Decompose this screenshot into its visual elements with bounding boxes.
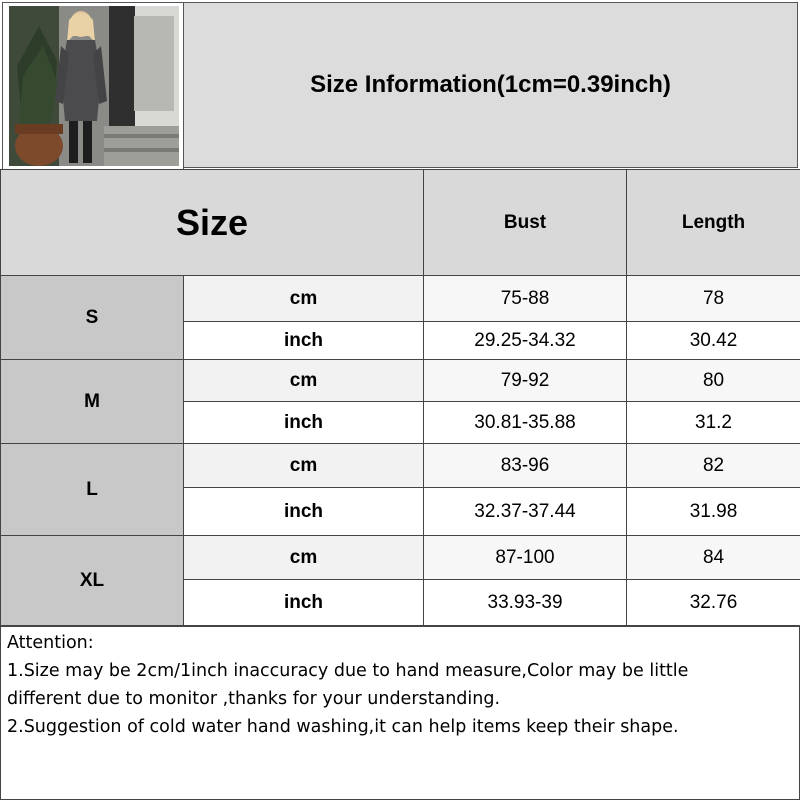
length-value: 84 bbox=[627, 536, 800, 580]
note-line: 1.Size may be 2cm/1inch inaccuracy due to hand measure,Color may be little bbox=[7, 661, 689, 681]
attention-notes bbox=[0, 626, 800, 800]
bust-value: 30.81-35.88 bbox=[424, 402, 627, 444]
table-row bbox=[1, 276, 800, 322]
size-table bbox=[0, 169, 800, 626]
product-photo-cell bbox=[2, 2, 184, 170]
unit-label: cm bbox=[184, 276, 424, 322]
table-header-row bbox=[1, 170, 800, 276]
length-value: 78 bbox=[627, 276, 800, 322]
unit-label: cm bbox=[184, 536, 424, 580]
bust-column-header: Bust bbox=[424, 170, 627, 276]
model-photo-illustration bbox=[9, 6, 179, 166]
size-label: S bbox=[1, 276, 184, 360]
size-label: M bbox=[1, 360, 184, 444]
unit-label: inch bbox=[184, 488, 424, 536]
table-row bbox=[1, 360, 800, 402]
bust-value: 33.93-39 bbox=[424, 580, 627, 626]
size-label: L bbox=[1, 444, 184, 536]
length-value: 82 bbox=[627, 444, 800, 488]
note-line: 2.Suggestion of cold water hand washing,it can help items keep their shape. bbox=[7, 717, 679, 737]
note-line: different due to monitor ,thanks for your understanding. bbox=[7, 689, 501, 709]
length-value: 80 bbox=[627, 360, 800, 402]
table-row bbox=[1, 536, 800, 580]
length-value: 31.2 bbox=[627, 402, 800, 444]
unit-label: cm bbox=[184, 360, 424, 402]
length-column-header: Length bbox=[627, 170, 800, 276]
bust-value: 29.25-34.32 bbox=[424, 322, 627, 360]
bust-value: 87-100 bbox=[424, 536, 627, 580]
unit-label: inch bbox=[184, 580, 424, 626]
page-title: Size Information(1cm=0.39inch) bbox=[310, 71, 671, 98]
notes-heading: Attention: bbox=[7, 633, 94, 653]
unit-label: inch bbox=[184, 402, 424, 444]
bust-value: 75-88 bbox=[424, 276, 627, 322]
size-label: XL bbox=[1, 536, 184, 626]
unit-label: cm bbox=[184, 444, 424, 488]
bust-value: 79-92 bbox=[424, 360, 627, 402]
bust-value: 32.37-37.44 bbox=[424, 488, 627, 536]
length-value: 31.98 bbox=[627, 488, 800, 536]
size-column-header: Size bbox=[1, 170, 424, 276]
bust-value: 83-96 bbox=[424, 444, 627, 488]
product-photo bbox=[9, 6, 179, 166]
length-value: 32.76 bbox=[627, 580, 800, 626]
title-cell bbox=[183, 2, 798, 168]
table-row bbox=[1, 444, 800, 488]
unit-label: inch bbox=[184, 322, 424, 360]
length-value: 30.42 bbox=[627, 322, 800, 360]
